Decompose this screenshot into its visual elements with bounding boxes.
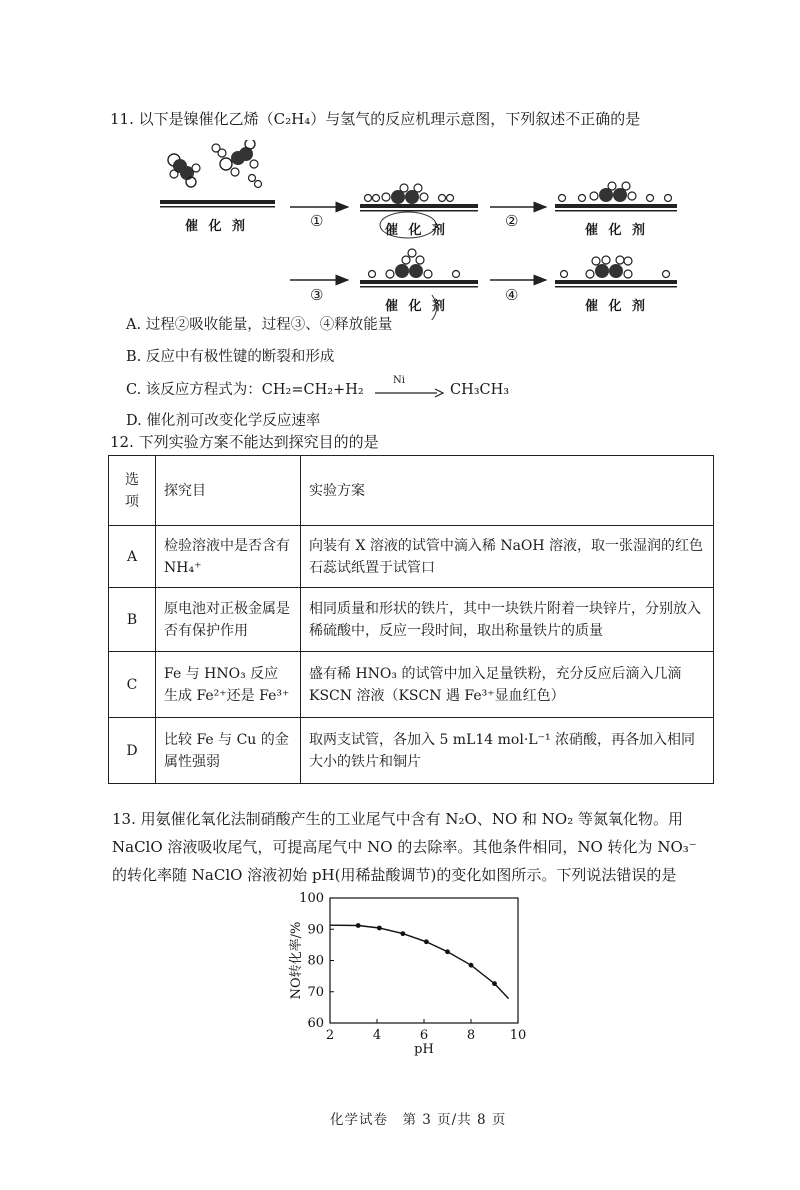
row-option: D [109,718,156,784]
catalyst-label: 催 化 剂 [385,299,449,314]
row-goal: 检验溶液中是否含有NH₄⁺ [156,526,301,588]
row-plan: 取两支试管，各加入 5 mL14 mol·L⁻¹ 浓硝酸，再各加入相同大小的铁片和铜片 [301,718,714,784]
step-number: ① [310,212,324,230]
table-row [109,652,714,718]
series-line [330,925,509,998]
table-row [109,588,714,652]
row-plan: 相同质量和形状的铁片，其中一块铁片附着一块锌片，分别放入稀硫酸中，反应一段时间，取出称量铁片的质量 [301,588,714,652]
x-tick-label: 4 [372,1028,382,1043]
row-option: C [109,652,156,718]
row-option: A [109,526,156,588]
catalyst-label: 催 化 剂 [385,223,449,238]
y-tick-label: 80 [307,953,324,969]
data-point [424,939,429,944]
option-c: C. 该反应方程式为：CH₂=CH₂+H₂ [126,382,364,398]
ethylene-molecule-icon [168,154,200,187]
no-conversion-chart [280,888,550,1068]
catalyst-label: 催 化 剂 [585,299,649,314]
step-number: ② [505,212,519,230]
catalyst-surface-2 [360,184,478,212]
hydrogen-molecule-icon [249,175,262,188]
x-tick-label: 8 [466,1028,476,1043]
row-goal: Fe 与 HNO₃ 反应生成 Fe²⁺还是 Fe³⁺ [156,652,301,718]
catalyst-surface-3 [555,182,677,212]
row-goal: 比较 Fe 与 Cu 的金属性强弱 [156,718,301,784]
catalyst-label: 催 化 剂 [585,223,649,238]
data-point [469,963,474,968]
q13-line-2: NaClO 溶液吸收尾气，可提高尾气中 NO 的去除率。其他条件相同，NO 转化为 NO₃⁻ [112,838,697,856]
catalyst-surface-5 [555,256,677,288]
arrow-catalyst-label: Ni [393,375,405,386]
header-plan: 实验方案 [301,456,714,526]
x-tick-label: 2 [325,1028,335,1043]
option-b: B. 反应中有极性键的断裂和形成 [126,349,335,365]
hydrogen-molecule-icon [212,144,226,157]
data-point [356,923,361,928]
catalyst-label: 催 化 剂 [185,219,249,234]
data-point [445,949,450,954]
experiment-table [108,455,714,784]
y-axis-label: NO转化率/% [289,921,304,1000]
plot-frame [330,898,518,1023]
step-number: ④ [505,286,519,304]
data-point [492,981,497,986]
option-d: D. 催化剂可改变化学反应速率 [126,413,321,429]
q13-line-1: 13. 用氨催化氧化法制硝酸产生的工业尾气中含有 N₂O、NO 和 NO₂ 等氮氧化物。用 [112,810,683,828]
x-axis-label: pH [414,1042,434,1057]
data-point [400,931,405,936]
step-number: ③ [310,286,324,304]
reaction-arrow [375,375,445,400]
header-option: 选 项 [109,456,156,526]
header-goal: 探究目 [156,456,301,526]
row-goal: 原电池对正极金属是否有保护作用 [156,588,301,652]
q12-stem: 12. 下列实验方案不能达到探究目的的是 [110,433,379,451]
q11-stem: 11. 以下是镍催化乙烯（C₂H₄）与氢气的反应机理示意图，下列叙述不正确的是 [110,110,641,128]
y-tick-label: 90 [307,922,324,938]
table-row [109,718,714,784]
data-point [377,926,382,931]
ethylene-molecule-icon [220,140,258,176]
x-tick-label: 10 [509,1028,527,1043]
catalyst-surface-1 [160,200,275,208]
table-row [109,526,714,588]
y-tick-label: 60 [307,1016,324,1031]
x-tick-label: 6 [419,1028,429,1043]
catalyst-surface-4 [360,249,478,288]
row-plan: 向装有 X 溶液的试管中滴入稀 NaOH 溶液，取一张湿润的红色石蕊试纸置于试管口 [301,526,714,588]
option-a: A. 过程②吸收能量，过程③、④释放能量 [126,317,393,333]
y-tick-label: 70 [307,984,324,1000]
page-footer: 化学试卷 第 3 页/共 8 页 [330,1112,507,1128]
table-header-row [109,456,714,526]
right-arrow-icon [375,388,445,398]
row-plan: 盛有稀 HNO₃ 的试管中加入足量铁粉，充分反应后滴入几滴 KSCN 溶液（KSCN 遇 Fe³⁺显血红色） [301,652,714,718]
q13-line-3: 的转化率随 NaClO 溶液初始 pH(用稀盐酸调节)的变化如图所示。下列说法错误的是 [112,866,677,884]
row-option: B [109,588,156,652]
y-tick-label: 100 [299,891,324,906]
equation-product: CH₃CH₃ [450,382,510,398]
